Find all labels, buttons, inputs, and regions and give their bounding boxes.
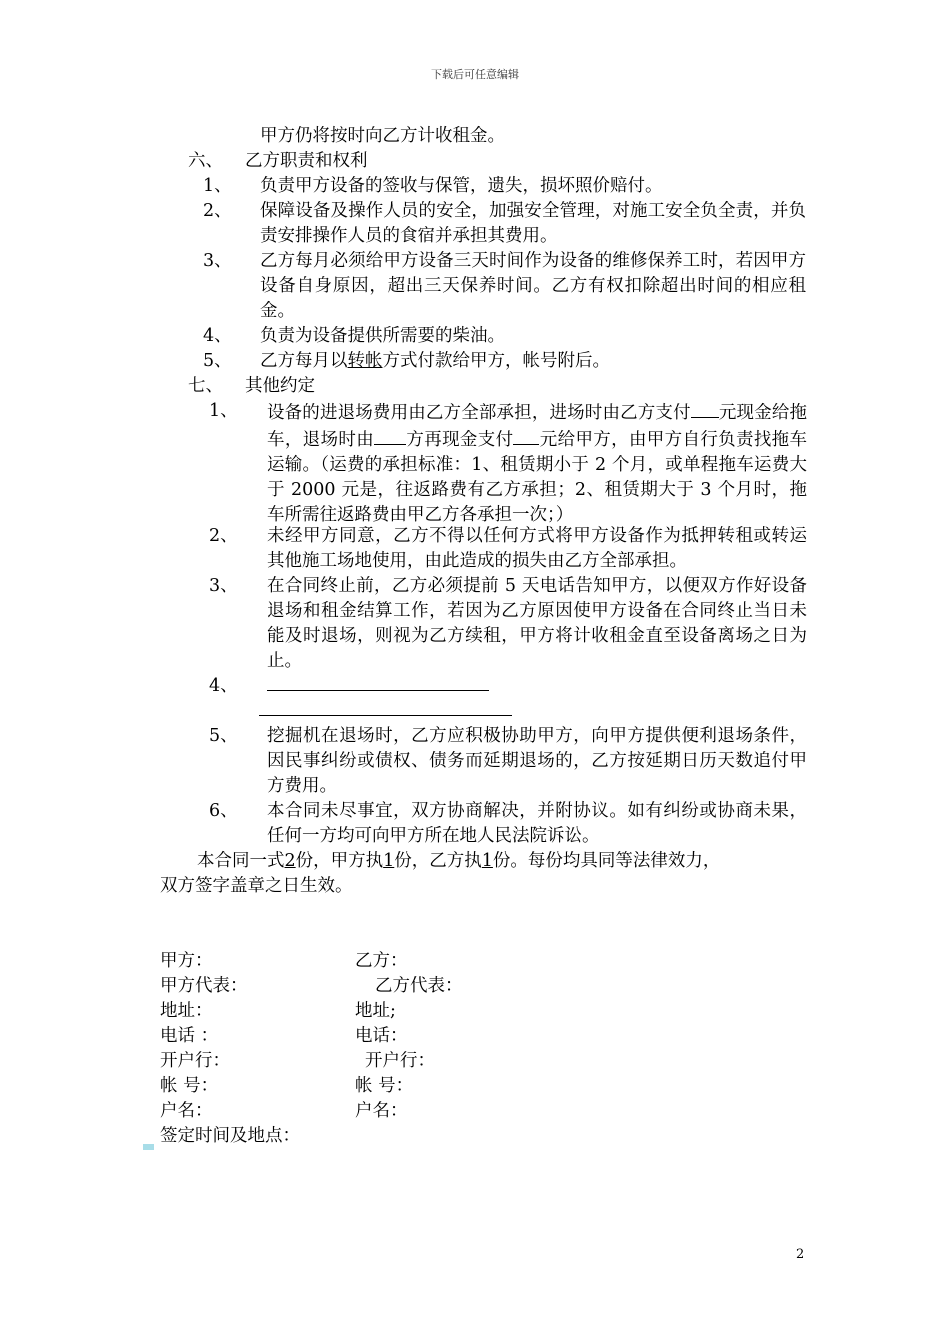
page-number: 2 xyxy=(796,1247,805,1262)
section6-item1-text: 负责甲方设备的签收与保管，遗失，损坏照价赔付。 xyxy=(260,176,663,196)
section7-item4-number: 4、 xyxy=(209,676,238,696)
section7-item3-text: 在合同终止前，乙方必须提前 5 天电话告知甲方，以便双方作好设备退场和租金结算工作，若因为乙方原因使甲方设备在合同终止当日未能及时退场，则视为乙方续租，甲方将计收租金直至设备离场之日为止。 xyxy=(267,576,807,671)
payment-method-underlined: 转帐 xyxy=(347,351,383,371)
section6-title: 乙方职责和权利 xyxy=(245,151,368,171)
section6-item4-number: 4、 xyxy=(203,326,232,346)
section7-item5-number: 5、 xyxy=(209,726,238,746)
party-a-representative: 甲方代表： xyxy=(160,976,248,996)
blank-line-item4 xyxy=(267,690,489,691)
section7-number: 七、 xyxy=(188,376,223,396)
section6-item3-number: 3、 xyxy=(203,251,232,271)
section7-title: 其他约定 xyxy=(245,376,315,396)
party-a-account-name: 户名： xyxy=(160,1101,213,1121)
section6-item1-number: 1、 xyxy=(203,176,232,196)
blank-line-item4-second xyxy=(259,715,512,716)
party-b-account-name: 户名： xyxy=(355,1101,408,1121)
section7-item3-number: 3、 xyxy=(209,576,238,596)
copies-clause-line2: 双方签字盖章之日生效。 xyxy=(160,876,353,896)
section6-item2-number: 2、 xyxy=(203,201,232,221)
party-b-phone: 电话： xyxy=(355,1026,408,1046)
section6-item3-text: 乙方每月必须给甲方设备三天时间作为设备的维修保养工时，若因甲方设备自身原因，超出三天保养时间。乙方有权扣除超出时间的相应租金。 xyxy=(260,251,806,321)
party-b-label: 乙方： xyxy=(355,951,408,971)
cursor-highlight-mark xyxy=(143,1144,154,1150)
party-a-label: 甲方： xyxy=(160,951,213,971)
section7-item2-text: 未经甲方同意，乙方不得以任何方式将甲方设备作为抵押转租或转运其他施工场地使用，由此造成的损失由乙方全部承担。 xyxy=(267,526,807,571)
page-header: 下载后可任意编辑 xyxy=(431,68,519,81)
party-a-phone: 电话 ： xyxy=(160,1026,219,1046)
section6-item5-number: 5、 xyxy=(203,351,232,371)
section6-number: 六、 xyxy=(188,151,223,171)
party-a-account: 帐 号： xyxy=(160,1076,219,1096)
party-b-bank: 开户行： xyxy=(365,1051,435,1071)
section7-item1-text: 设备的进退场费用由乙方全部承担，进场时由乙方支付 元现金给拖车，退场时由 方再现金支付 元给甲方，由甲方自行负责找拖车运输。（运费的承担标准：1、租赁期小于 2 个月，或单程拖车运费大于 2000 元是，往返路费有乙方承担；2、租赁期大于 3 个月时，拖车所需往返路费由甲乙方各承担一次；） xyxy=(267,399,807,528)
signing-time-place: 签定时间及地点： xyxy=(160,1126,300,1146)
party-b-account: 帐 号： xyxy=(355,1076,414,1096)
section6-item5-text: 乙方每月以转帐方式付款给甲方，帐号附后。 xyxy=(260,351,610,371)
section6-item2-text: 保障设备及操作人员的安全，加强安全管理，对施工安全负全责，并负责安排操作人员的食宿并承担其费用。 xyxy=(260,201,806,246)
section7-item2-number: 2、 xyxy=(209,526,238,546)
party-b-representative: 乙方代表： xyxy=(375,976,463,996)
section7-item6-number: 6、 xyxy=(209,801,238,821)
section7-item1-number: 1、 xyxy=(209,401,238,421)
copies-clause: 本合同一式2份，甲方执1份，乙方执1份。每份均具同等法律效力， xyxy=(197,851,721,871)
continuation-line: 甲方仍将按时向乙方计收租金。 xyxy=(260,126,505,146)
party-b-address: 地址; xyxy=(355,1001,396,1021)
section6-item4-text: 负责为设备提供所需要的柴油。 xyxy=(260,326,505,346)
section7-item6-text: 本合同未尽事宜，双方协商解决，并附协议。如有纠纷或协商未果，任何一方均可向甲方所在地人民法院诉讼。 xyxy=(267,801,807,846)
section7-item5-text: 挖掘机在退场时，乙方应积极协助甲方，向甲方提供便利退场条件，因民事纠纷或债权、债务而延期退场的，乙方按延期日历天数追付甲方费用。 xyxy=(267,726,807,796)
party-a-address: 地址： xyxy=(160,1001,213,1021)
party-a-bank: 开户行： xyxy=(160,1051,230,1071)
